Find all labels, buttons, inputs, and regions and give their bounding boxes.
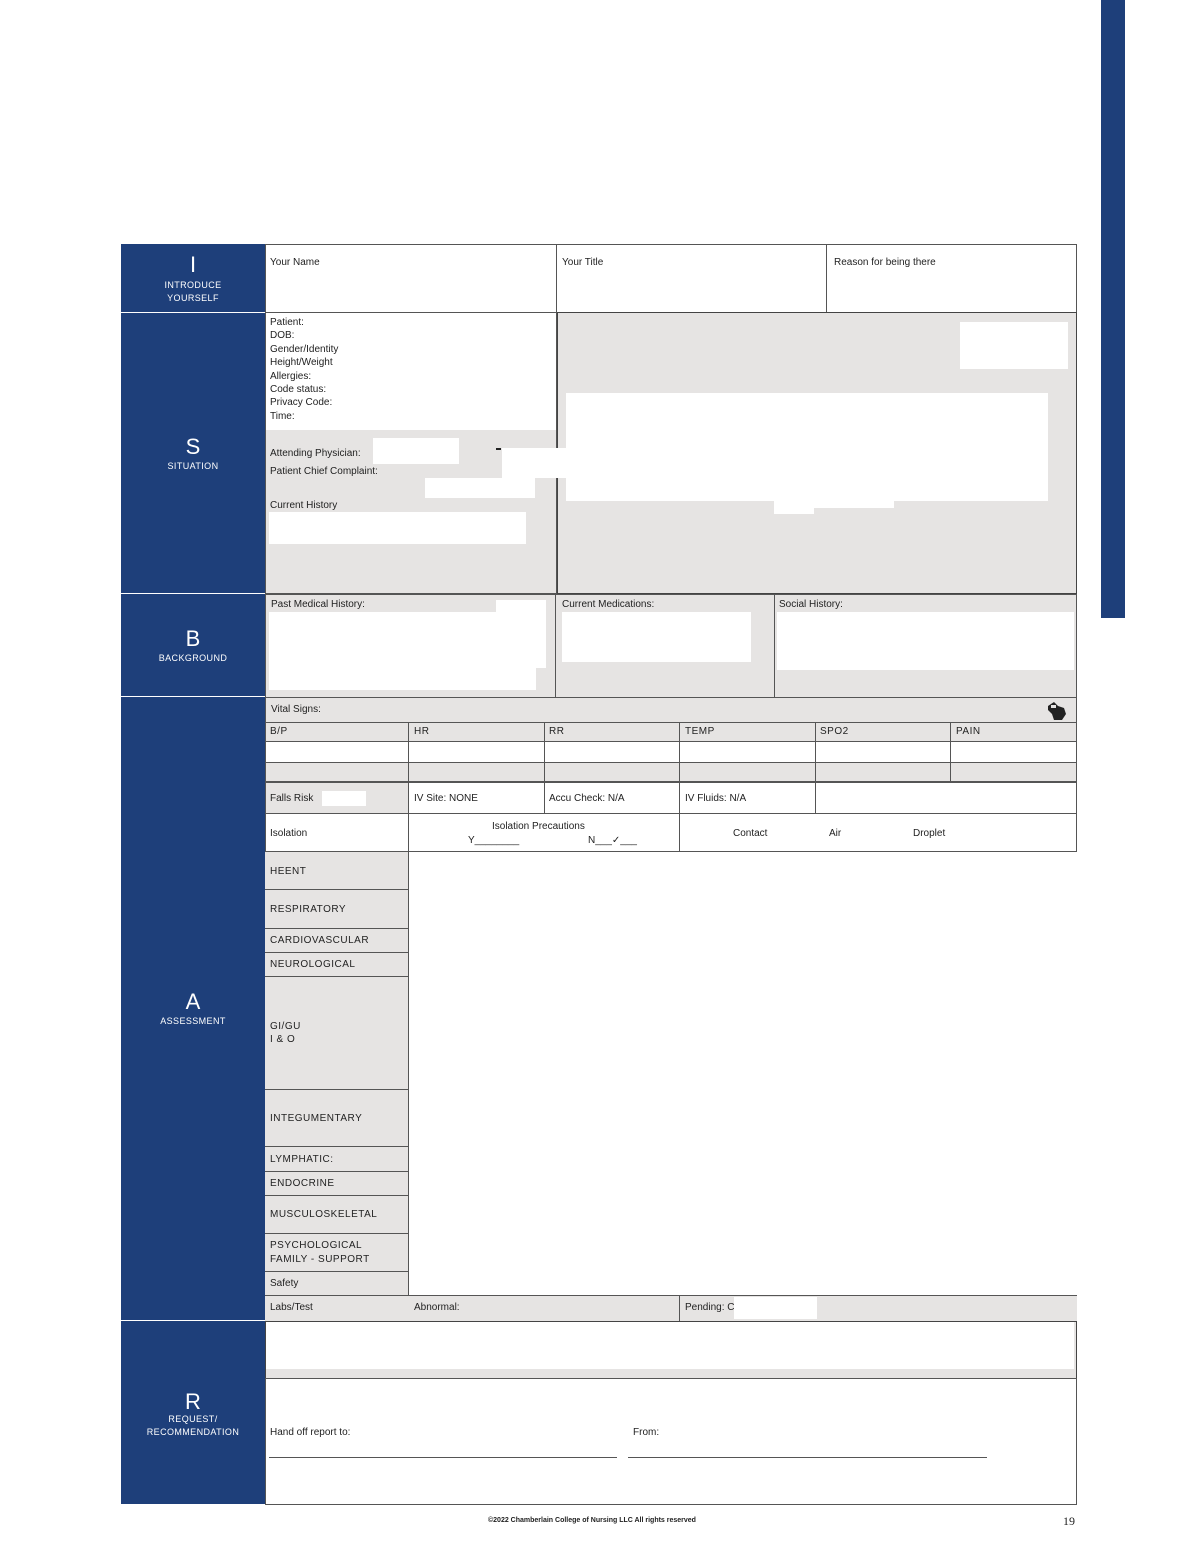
vitals-divider [408,722,409,782]
hand-cursor-icon [1046,700,1068,722]
system-family-support: FAMILY - SUPPORT [270,1254,370,1265]
vitals-title-row [265,697,1077,723]
system-heent: HEENT [270,866,307,877]
complaint-input[interactable] [425,478,535,498]
situation-notes-tail [774,506,814,514]
isolation-no[interactable]: N___✓___ [588,835,637,846]
isolation-divider [408,813,409,852]
section-letter: R [185,1389,201,1414]
medications-input[interactable] [562,612,751,662]
labs-label: Labs/Test [270,1302,313,1313]
system-cardiovascular: CARDIOVASCULAR [270,935,370,946]
system-psychological: PSYCHOLOGICAL [270,1240,363,1251]
system-i-and-o: I & O [270,1034,296,1045]
handoff-from-line[interactable] [628,1457,987,1458]
situation-note-box[interactable] [960,322,1068,369]
section-letter: B [185,626,201,651]
chief-complaint-label: Patient Chief Complaint: [270,466,378,477]
pending-label: Pending: C [685,1302,735,1313]
section-title: REQUEST/ [168,1414,218,1424]
vitals-header-pain: PAIN [956,726,981,737]
system-divider [265,1171,409,1172]
isolation-label: Isolation [270,828,308,839]
height-weight-label: Height/Weight [270,357,333,369]
attending-label: Attending Physician: [270,448,361,459]
vitals-header-temp: TEMP [685,726,715,737]
page-accent-bar [1101,0,1125,618]
social-history-input[interactable] [777,612,1074,670]
your-title-label: Your Title [562,257,604,268]
system-neurological: NEUROLOGICAL [270,959,356,970]
patient-label: Patient: [270,317,304,328]
vitals-divider [950,722,951,782]
section-title: INTRODUCE [164,280,222,290]
your-name-label: Your Name [270,257,320,268]
page-number: 19 [1063,1514,1075,1528]
isolation-air[interactable]: Air [829,828,842,839]
vitals-header-spo2: SPO2 [820,726,849,737]
systems-divider [408,852,409,1320]
isolation-yes[interactable]: Y________ [468,835,520,846]
vitals-divider [815,722,816,782]
vitals-header-bp: B/P [270,726,288,737]
history-input[interactable] [269,512,526,544]
handoff-to-line[interactable] [269,1457,617,1458]
current-history-label: Current History [270,500,338,511]
reason-field[interactable] [826,244,1077,313]
system-divider [265,1233,409,1234]
section-title: ASSESSMENT [160,1016,226,1026]
accu-check-label: Accu Check: N/A [549,793,625,804]
system-divider [265,976,409,977]
system-divider [265,1146,409,1147]
system-divider [265,1271,409,1272]
isolation-divider [679,813,680,852]
section-letter: A [185,989,201,1014]
isolation-precautions-label: Isolation Precautions [492,821,585,832]
allergies-label: Allergies: [270,370,312,382]
system-divider [265,1089,409,1090]
dash-mark [496,448,501,450]
handoff-from-label: From: [633,1427,660,1438]
footer-copyright: ©2022 Chamberlain College of Nursing LLC All rights reserved [488,1517,696,1524]
system-gi-gu: GI/GU [270,1021,301,1032]
vitals-header-hr: HR [414,726,430,737]
falls-risk-input[interactable] [322,791,366,806]
time-label: Time: [270,410,295,422]
system-lymphatic: LYMPHATIC: [270,1154,334,1165]
system-musculoskeletal: MUSCULOSKELETAL [270,1209,378,1220]
situation-notes-area[interactable] [566,393,1048,501]
system-respiratory: RESPIRATORY [270,904,347,915]
isolation-droplet[interactable]: Droplet [913,828,946,839]
handoff-panel [265,1378,1077,1505]
system-safety: Safety [270,1278,299,1289]
labs-divider [679,1295,680,1321]
checks-extra-cell[interactable] [815,782,1077,814]
vitals-divider [679,722,680,782]
section-assessment [121,697,265,1320]
section-title: BACKGROUND [158,653,228,663]
system-integumentary: INTEGUMENTARY [270,1113,363,1124]
code-status-label: Code status: [270,384,327,396]
vitals-divider [544,722,545,782]
section-background [121,594,265,696]
vitals-value-row[interactable] [265,741,1077,763]
iv-fluids-label: IV Fluids: N/A [685,793,747,804]
section-title: YOURSELF [167,293,219,303]
systems-notes-area[interactable] [409,852,1077,1295]
medications-label: Current Medications: [562,599,655,610]
section-title: RECOMMENDATION [146,1427,240,1437]
isolation-contact[interactable]: Contact [733,828,768,839]
system-divider [265,928,409,929]
vitals-title: Vital Signs: [271,704,321,715]
iv-site-label: IV Site: NONE [414,793,478,804]
system-divider [265,952,409,953]
recommendation-notes-input[interactable] [266,1322,1074,1369]
system-divider [265,889,409,890]
privacy-code-label: Privacy Code: [270,397,333,409]
labs-row [265,1295,1077,1321]
isolation-row [265,813,1077,852]
section-letter: I [189,252,197,277]
vitals-header-rr: RR [549,726,565,737]
pending-input[interactable] [734,1297,817,1319]
section-introduce [121,244,265,312]
attending-input[interactable] [373,438,459,464]
system-endocrine: ENDOCRINE [270,1178,335,1189]
past-medical-input-top [496,600,546,668]
section-title: SITUATION [167,461,219,471]
system-divider [265,1195,409,1196]
social-history-label: Social History: [779,599,843,610]
abnormal-label: Abnormal: [414,1302,460,1313]
patient-info-block [270,316,338,423]
reason-label: Reason for being there [834,257,936,268]
handoff-to-label: Hand off report to: [270,1427,351,1438]
your-name-field[interactable] [265,244,557,313]
section-recommendation [121,1321,265,1504]
dob-label: DOB: [270,330,295,342]
your-title-field[interactable] [556,244,827,313]
gender-label: Gender/Identity [270,343,339,355]
section-letter: S [185,434,201,459]
falls-risk-label: Falls Risk [270,793,314,804]
vitals-value-row-2[interactable] [265,762,1077,782]
section-situation [121,313,265,593]
situation-notes-tail [502,448,566,478]
past-medical-label: Past Medical History: [271,599,365,610]
systems-column [265,852,409,1295]
